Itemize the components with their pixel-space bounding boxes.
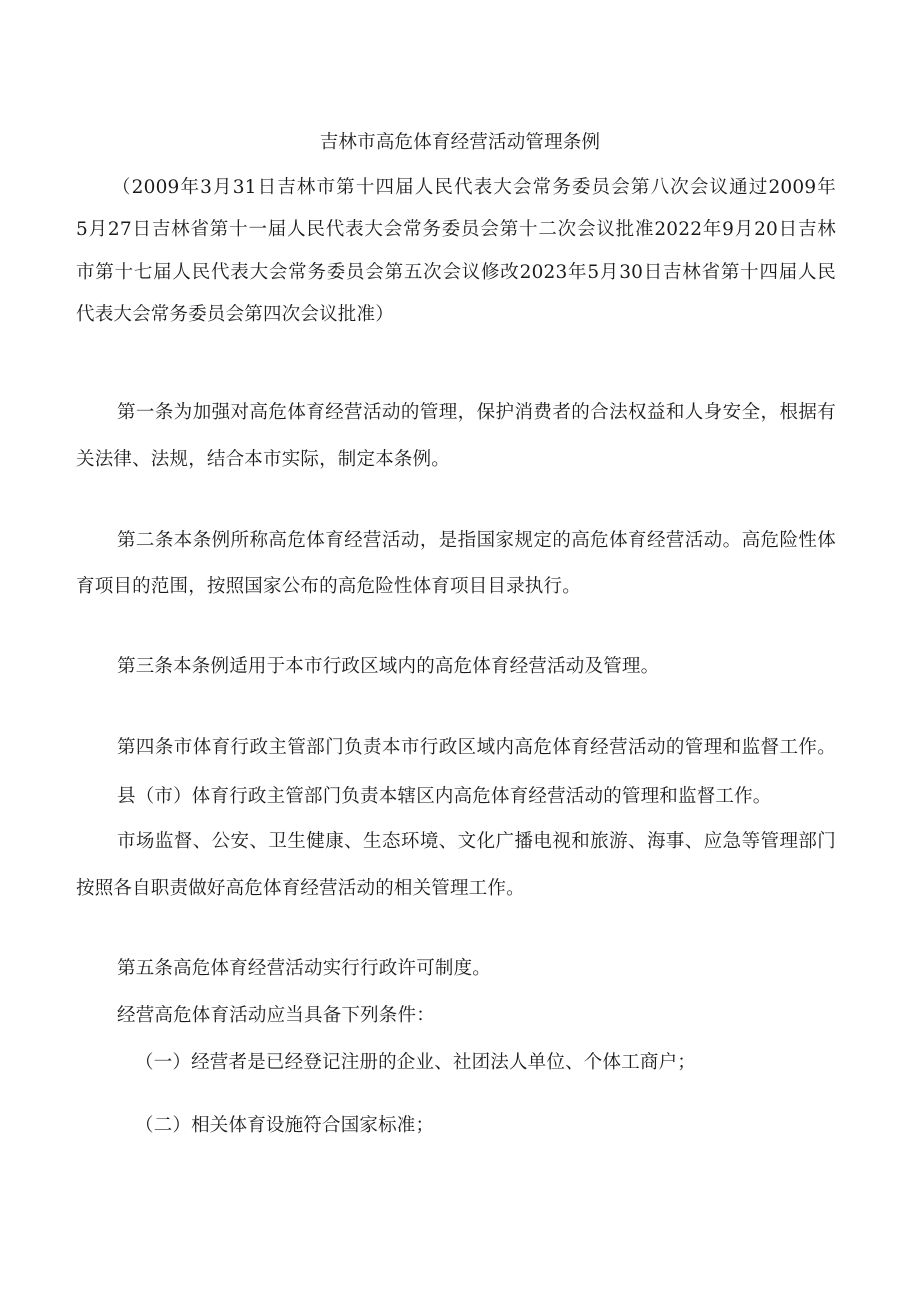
article-2-line-2: 育项目的范围，按照国家公布的高危险性体育项目目录执行。 bbox=[76, 576, 581, 597]
article-4-line-4: 按照各自职责做好高危体育经营活动的相关管理工作。 bbox=[76, 878, 525, 899]
article-5-line-2: 经营高危体育活动应当具备下列条件： bbox=[117, 1005, 435, 1026]
legislative-note-line-2: 5月27日吉林省第十一届人民代表大会常务委员会第十二次会议批准2022年9月20日吉林 bbox=[76, 219, 836, 240]
document-title: 吉林市高危体育经营活动管理条例 bbox=[319, 132, 601, 153]
article-4-line-1: 第四条市体育行政主管部门负责本市行政区域内高危体育经营活动的管理和监督工作。 bbox=[117, 737, 836, 758]
article-4-line-2: 县（市）体育行政主管部门负责本辖区内高危体育经营活动的管理和监督工作。 bbox=[117, 786, 772, 807]
article-1-line-1: 第一条为加强对高危体育经营活动的管理，保护消费者的合法权益和人身安全，根据有 bbox=[117, 402, 836, 423]
legislative-note-line-3: 市第十七届人民代表大会常务委员会第五次会议修改2023年5月30日吉林省第十四届人民 bbox=[76, 262, 836, 283]
condition-item-2: （二）相关体育设施符合国家标准； bbox=[135, 1115, 435, 1136]
article-5-line-1: 第五条高危体育经营活动实行行政许可制度。 bbox=[117, 958, 492, 979]
article-4-line-3: 市场监督、公安、卫生健康、生态环境、文化广播电视和旅游、海事、应急等管理部门 bbox=[117, 831, 836, 852]
article-1-line-2: 关法律、法规，结合本市实际，制定本条例。 bbox=[76, 449, 451, 470]
condition-item-1: （一）经营者是已经登记注册的企业、社团法人单位、个体工商户； bbox=[135, 1052, 697, 1073]
article-3-line-1: 第三条本条例适用于本市行政区域内的高危体育经营活动及管理。 bbox=[117, 656, 660, 677]
legislative-note-line-4: 代表大会常务委员会第四次会议批准） bbox=[76, 304, 394, 325]
article-2-line-1: 第二条本条例所称高危体育经营活动，是指国家规定的高危体育经营活动。高危险性体 bbox=[117, 530, 836, 551]
legislative-note-line-1: （2009年3月31日吉林市第十四届人民代表大会常务委员会第八次会议通过2009年 bbox=[112, 177, 836, 198]
